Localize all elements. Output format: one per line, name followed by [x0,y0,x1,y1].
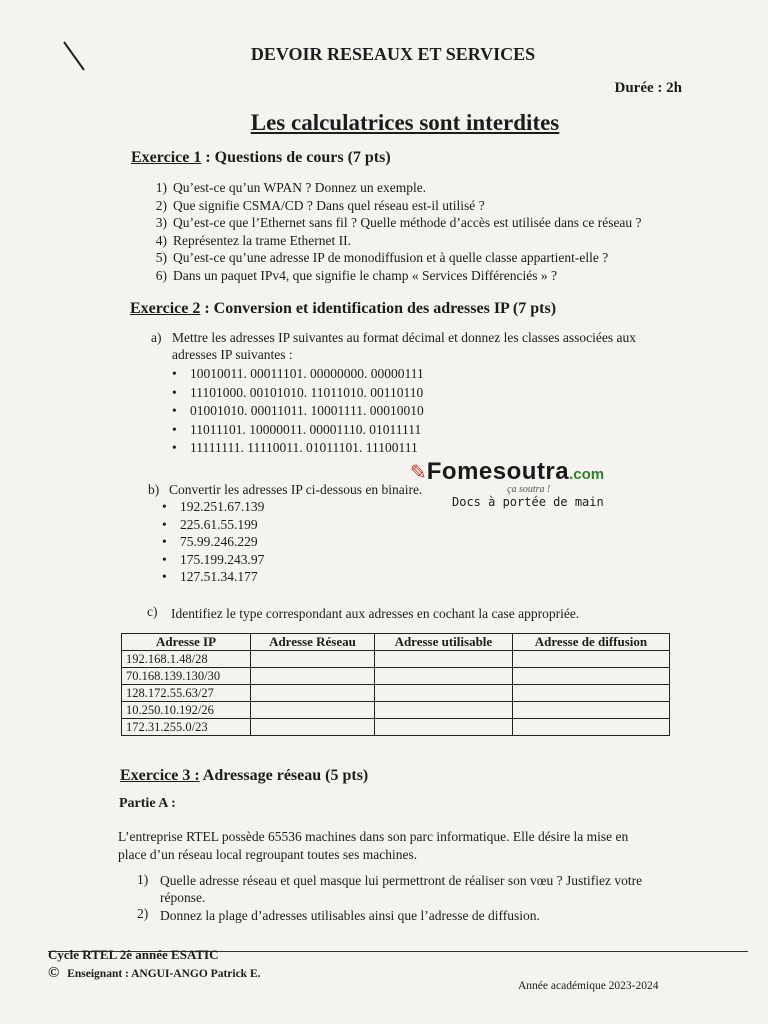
checkbox-cell[interactable] [512,719,669,736]
table-row [122,685,670,702]
question-item: 6) Dans un paquet IPv4, que signifie le champ « Services Différenciés » ? [155,267,558,283]
copyright-icon: © [48,965,60,981]
checkbox-cell[interactable] [512,668,669,685]
table-header-row [122,634,670,651]
ex3-question-2: Donnez la plage d’adresses utilisables ainsi que l’adresse de diffusion. [160,908,540,923]
list-item: • 01001010. 00011011. 10001111. 00010010 [172,403,424,418]
part-a-heading: Partie A : [119,796,176,811]
exercise-3-heading [120,767,368,785]
ip-cell: 10.250.10.192/26 [122,702,251,719]
duration-label: Durée : 2h [614,80,682,96]
list-item: • 192.251.67.139 [162,499,265,514]
exercise-3-intro-line2: place d’un réseau local regroupant toutes ses machines. [118,847,418,862]
list-item: • 127.51.34.177 [162,569,258,584]
ip-cell: 172.31.255.0/23 [122,719,251,736]
checkbox-cell[interactable] [512,651,669,668]
ex3-question-number: 2) [137,906,149,921]
list-item: • 225.61.55.199 [162,516,258,532]
question-item: 4) Représentez la trame Ethernet II. [155,232,352,248]
calculator-notice: Les calculatrices sont interdites [250,110,560,135]
binary-address-list [172,366,424,459]
exercise-1-title: : Questions de cours (7 pts) [201,149,391,166]
checkbox-cell[interactable] [251,719,375,736]
part-a-text-line1: Mettre les adresses IP suivantes au format décimal et donnez les classes associées aux [172,330,636,345]
list-item: • 175.199.243.97 [162,551,265,567]
list-item: • 10010011. 00011101. 00000000. 00000111 [172,366,424,381]
ip-cell: 70.168.139.130/30 [122,668,251,685]
watermark-tagline: Docs à portée de main [452,495,604,509]
fomesoutra-logo: ✎Fomesoutra.com [410,458,605,485]
table-row [122,668,670,685]
ex3-question-number: 1) [137,872,149,887]
table-row [122,651,670,668]
table-row [122,719,670,736]
question-item: 1) Qu’est-ce qu’un WPAN ? Donnez un exemple. [155,180,427,195]
part-c-text: Identifiez le type correspondant aux adresses en cochant la case appropriée. [171,606,580,621]
exercise-1-label: Exercice 1 [131,149,202,166]
exercise-1-heading [131,149,391,167]
exercise-2-heading [130,300,556,318]
part-c-label: c) [147,604,158,619]
exercise-3-intro-line1: L’entreprise RTEL possède 65536 machines dans son parc informatique. Elle désire la mise en [118,829,629,844]
column-header: Adresse IP [122,634,251,651]
watermark-slogan: ça soutra ! [507,484,551,495]
footer-teacher-line [48,964,261,982]
exercise-1-questions [145,180,642,285]
checkbox-cell[interactable] [374,719,512,736]
column-header: Adresse Réseau [251,634,375,651]
checkbox-cell[interactable] [251,702,375,719]
ex3-question-1-line2: réponse. [160,890,206,905]
part-b-text: Convertir les adresses IP ci-dessous en binaire. [169,482,423,497]
list-item: • 11011101. 10000011. 00001110. 01011111 [172,421,422,437]
column-header: Adresse utilisable [374,634,512,651]
checkbox-cell[interactable] [251,685,375,702]
document-title: DEVOIR RESEAUX ET SERVICES [250,44,536,64]
ip-cell: 128.172.55.63/27 [122,685,251,702]
exercise-3-label: Exercice 3 : [120,767,200,784]
checkbox-cell[interactable] [374,668,512,685]
question-item: 5) Qu’est-ce qu’une adresse IP de monodiffusion et à quelle classe appartient-elle ? [155,250,609,265]
footer-teacher: Enseignant : ANGUI-ANGO Patrick E. [67,968,261,980]
checkbox-cell[interactable] [251,668,375,685]
checkbox-cell[interactable] [512,685,669,702]
exercise-2-title: : Conversion et identification des adresses IP (7 pts) [200,300,557,317]
checkbox-cell[interactable] [251,651,375,668]
part-b-label: b) [148,482,160,497]
column-header: Adresse de diffusion [512,634,669,651]
question-item: 2) Que signifie CSMA/CD ? Dans quel réseau est-il utilisé ? [155,197,485,213]
decimal-address-list [162,499,264,587]
part-a-label: a) [151,330,162,345]
part-a-text-line2: adresses IP suivantes : [172,347,293,362]
list-item: • 11111111. 11110011. 01011101. 11100111 [172,440,418,455]
table-row [122,702,670,719]
checkbox-cell[interactable] [374,651,512,668]
footer-academic-year: Année académique 2023-2024 [518,980,659,992]
ip-cell: 192.168.1.48/28 [122,651,251,668]
checkbox-cell[interactable] [374,685,512,702]
checkbox-cell[interactable] [512,702,669,719]
checkbox-cell[interactable] [374,702,512,719]
ex3-question-1-line1: Quelle adresse réseau et quel masque lui permettront de réaliser son vœu ? Justifiez votre [160,873,643,888]
exercise-2-label: Exercice 2 [130,300,201,317]
address-type-table [121,633,670,736]
footer-cycle: Cycle RTEL 2è année ESATIC [48,947,219,962]
list-item: • 11101000. 00101010. 11011010. 00110110 [172,384,424,400]
exercise-3-title: Adressage réseau (5 pts) [199,767,369,784]
list-item: • 75.99.246.229 [162,534,258,549]
question-item: 3) Qu’est-ce que l’Ethernet sans fil ? Quelle méthode d’accès est utilisée dans ce réseau ? [155,215,642,230]
